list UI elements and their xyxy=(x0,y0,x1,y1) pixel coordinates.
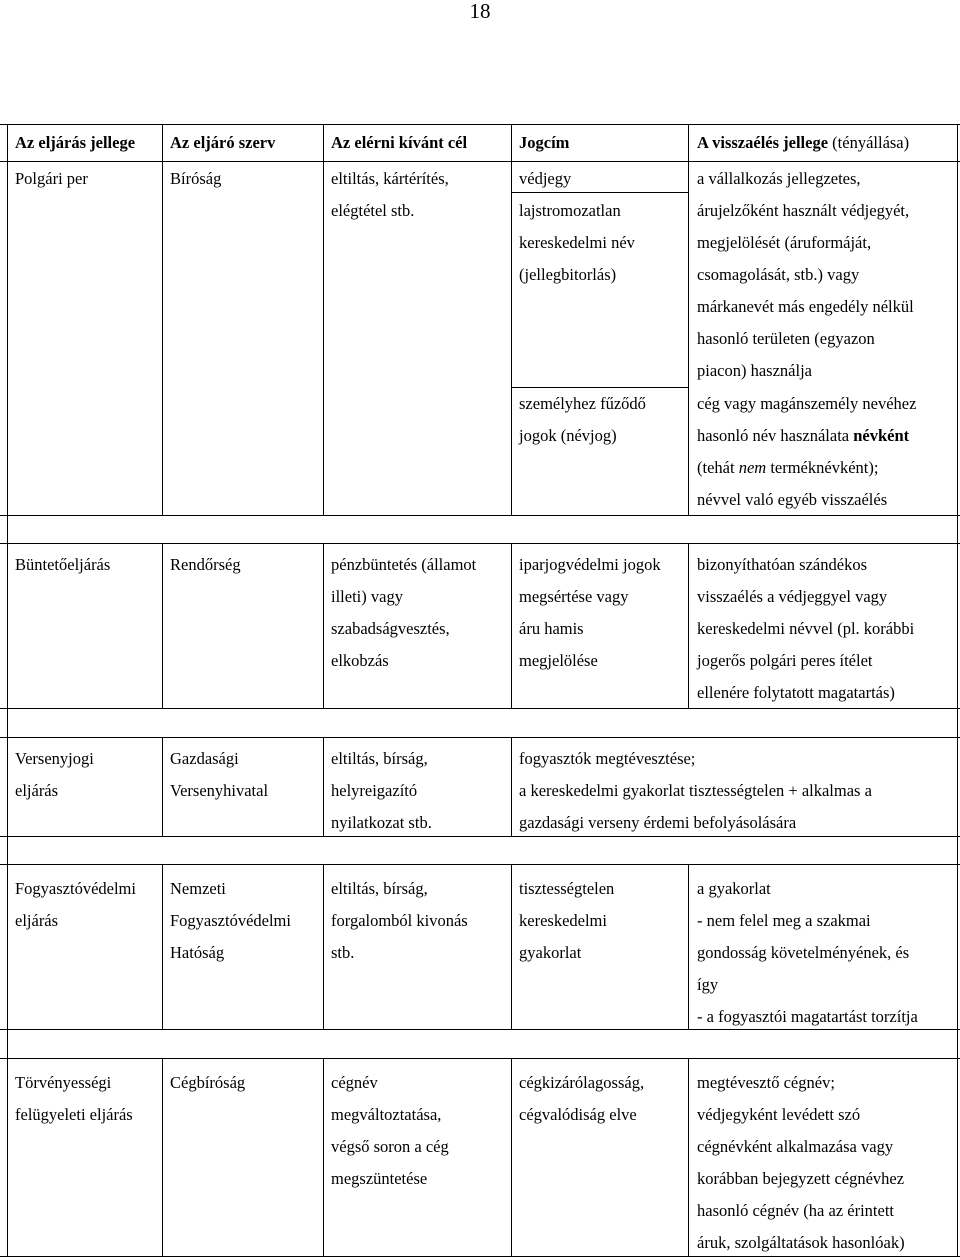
table-rule xyxy=(0,864,960,865)
cell-goal-line: nyilatkozat stb. xyxy=(331,813,432,832)
cell-goal-line: illeti) vagy xyxy=(331,587,403,606)
table-rule xyxy=(162,1058,163,1256)
table-rule xyxy=(688,1058,689,1256)
abuse-text-italic: nem xyxy=(738,458,767,477)
abuse-text-bold: névként xyxy=(853,426,910,445)
cell-authority-nfh: Fogyasztóvédelmi xyxy=(170,911,291,930)
cell-abuse-line: jogerős polgári peres ítélet xyxy=(697,651,873,670)
table-rule xyxy=(0,124,960,125)
page-number: 18 xyxy=(469,0,491,23)
cell-procedure-civil: Polgári per xyxy=(15,169,88,188)
cell-abuse-line: kereskedelmi névvel (pl. korábbi xyxy=(697,619,915,638)
cell-procedure-legality: felügyeleti eljárás xyxy=(15,1105,133,1124)
table-rule xyxy=(162,124,163,515)
table-rule xyxy=(511,864,512,1029)
cell-legal-title-line: tisztességtelen xyxy=(519,879,615,898)
cell-abuse-line: cég vagy magánszemély nevéhez xyxy=(697,394,917,413)
cell-goal-line: cégnév xyxy=(331,1073,378,1092)
abuse-text: (tehát xyxy=(697,458,739,477)
cell-goal-line: szabadságvesztés, xyxy=(331,619,450,638)
header-abuse-nature-bold: A visszaélés jellege xyxy=(697,133,829,152)
cell-abuse-line: névvel való egyéb visszaélés xyxy=(697,490,888,509)
cell-abuse-line: hasonló területen (egyazon xyxy=(697,329,875,348)
cell-authority-gvh: Gazdasági xyxy=(170,749,239,768)
table-rule xyxy=(511,1058,512,1256)
cell-legal-title-line: kereskedelmi név xyxy=(519,233,635,252)
cell-abuse-line: márkanevét más engedély nélkül xyxy=(697,297,914,316)
cell-goal-line: elégtétel stb. xyxy=(331,201,415,220)
cell-legal-title-line: iparjogvédelmi jogok xyxy=(519,555,661,574)
table-rule xyxy=(0,1256,960,1257)
cell-abuse-line: megtévesztő cégnév; xyxy=(697,1073,835,1092)
cell-authority-police: Rendőrség xyxy=(170,555,241,574)
cell-abuse-line: gondosság követelményének, és xyxy=(697,943,910,962)
cell-procedure-competition: Versenyjogi xyxy=(15,749,94,768)
cell-legal-title-line: gyakorlat xyxy=(519,943,582,962)
table-rule xyxy=(511,124,512,515)
table-rule xyxy=(0,836,960,837)
cell-procedure-legality: Törvényességi xyxy=(15,1073,112,1092)
cell-abuse-line: - a fogyasztói magatartást torzítja xyxy=(697,1007,918,1026)
header-abuse-nature xyxy=(697,134,909,152)
cell-abuse-line: csomagolását, stb.) vagy xyxy=(697,265,860,284)
cell-authority-gvh: Versenyhivatal xyxy=(170,781,269,800)
table-rule xyxy=(323,864,324,1029)
cell-goal-line: eltiltás, kártérítés, xyxy=(331,169,449,188)
cell-authority-nfh: Nemzeti xyxy=(170,879,226,898)
cell-abuse-line: árujelzőként használt védjegyét, xyxy=(697,201,910,220)
cell-goal-line: elkobzás xyxy=(331,651,389,670)
cell-abuse-line: piacon) használja xyxy=(697,361,812,380)
cell-goal-line: forgalomból kivonás xyxy=(331,911,468,930)
cell-abuse-line: áruk, szolgáltatások hasonlóak) xyxy=(697,1233,905,1252)
cell-goal-line: megváltoztatása, xyxy=(331,1105,442,1124)
header-goal: Az elérni kívánt cél xyxy=(331,133,468,152)
table-rule xyxy=(323,543,324,708)
cell-legal-title-line: megjelölése xyxy=(519,651,598,670)
cell-legal-title-line: kereskedelmi xyxy=(519,911,607,930)
table-rule xyxy=(0,737,960,738)
cell-authority-registry-court: Cégbíróság xyxy=(170,1073,246,1092)
cell-abuse-line: - nem felel meg a szakmai xyxy=(697,911,871,930)
header-legal-title: Jogcím xyxy=(519,133,570,152)
cell-abuse-line: ellenére folytatott magatartás) xyxy=(697,683,895,702)
header-abuse-nature-rest: (tényállása) xyxy=(828,133,910,152)
cell-abuse-line: megjelölését (áruformáját, xyxy=(697,233,872,252)
table-rule xyxy=(0,708,960,709)
cell-legal-title-line: áru hamis xyxy=(519,619,584,638)
cell-abuse-line: a vállalkozás jellegzetes, xyxy=(697,169,861,188)
cell-abuse-line: hasonló cégnév (ha az érintett xyxy=(697,1201,894,1220)
cell-legal-title-line: (jellegbitorlás) xyxy=(519,265,617,284)
cell-legal-title-line: védjegy xyxy=(519,169,572,188)
cell-legal-title-line: lajstromozatlan xyxy=(519,201,621,220)
table-rule xyxy=(0,1058,960,1059)
cell-legal-title-line: cégvalódiság elve xyxy=(519,1105,637,1124)
cell-legal-title-line: személyhez fűződő xyxy=(519,394,646,413)
cell-legal-title-line: jogok (névjog) xyxy=(519,426,617,445)
cell-abuse-line: korábban bejegyzett cégnévhez xyxy=(697,1169,905,1188)
cell-goal-line: eltiltás, bírság, xyxy=(331,749,428,768)
table-rule xyxy=(162,543,163,708)
cell-abuse-line xyxy=(697,459,878,477)
table-rule xyxy=(0,1029,960,1030)
table-rule xyxy=(511,737,512,836)
table-rule xyxy=(323,737,324,836)
cell-legal-title-line: megsértése vagy xyxy=(519,587,629,606)
table-rule xyxy=(162,737,163,836)
cell-goal-line: pénzbüntetés (államot xyxy=(331,555,477,574)
cell-abuse-line: bizonyíthatóan szándékos xyxy=(697,555,867,574)
header-procedure-type: Az eljárás jellege xyxy=(15,133,136,152)
table-rule xyxy=(511,387,688,388)
table-rule xyxy=(688,543,689,708)
cell-procedure-criminal: Büntetőeljárás xyxy=(15,555,111,574)
cell-merged-line: fogyasztók megtévesztése; xyxy=(519,749,696,768)
cell-merged-line: gazdasági verseny érdemi befolyásolására xyxy=(519,813,797,832)
table-rule xyxy=(957,124,958,1257)
table-rule xyxy=(323,1058,324,1256)
cell-procedure-consumer: eljárás xyxy=(15,911,59,930)
cell-procedure-consumer: Fogyasztóvédelmi xyxy=(15,879,136,898)
cell-goal-line: stb. xyxy=(331,943,355,962)
table-rule xyxy=(688,864,689,1029)
cell-merged-line: a kereskedelmi gyakorlat tisztességtelen + alkalmas a xyxy=(519,781,872,800)
table-rule xyxy=(511,543,512,708)
abuse-text: hasonló név használata xyxy=(697,426,854,445)
cell-abuse-line: a gyakorlat xyxy=(697,879,771,898)
cell-authority-nfh: Hatóság xyxy=(170,943,225,962)
cell-goal-line: végső soron a cég xyxy=(331,1137,449,1156)
cell-goal-line: megszüntetése xyxy=(331,1169,428,1188)
table-rule xyxy=(511,192,688,193)
cell-goal-line: eltiltás, bírság, xyxy=(331,879,428,898)
cell-abuse-line: visszaélés a védjeggyel vagy xyxy=(697,587,888,606)
table-rule xyxy=(688,124,689,515)
table-rule xyxy=(162,864,163,1029)
header-authority: Az eljáró szerv xyxy=(170,133,276,152)
cell-goal-line: helyreigazító xyxy=(331,781,418,800)
table-rule xyxy=(0,515,960,516)
table-rule xyxy=(0,161,960,162)
table-rule xyxy=(323,124,324,515)
table-rule xyxy=(7,124,8,1257)
cell-authority-court: Bíróság xyxy=(170,169,222,188)
cell-legal-title-line: cégkizárólagosság, xyxy=(519,1073,645,1092)
table-rule xyxy=(0,543,960,544)
cell-procedure-competition: eljárás xyxy=(15,781,59,800)
cell-abuse-line: cégnévként alkalmazása vagy xyxy=(697,1137,894,1156)
cell-abuse-line: védjegyként levédett szó xyxy=(697,1105,861,1124)
cell-abuse-line xyxy=(697,427,909,445)
abuse-text: terméknévként); xyxy=(766,458,879,477)
cell-abuse-line: így xyxy=(697,975,719,994)
